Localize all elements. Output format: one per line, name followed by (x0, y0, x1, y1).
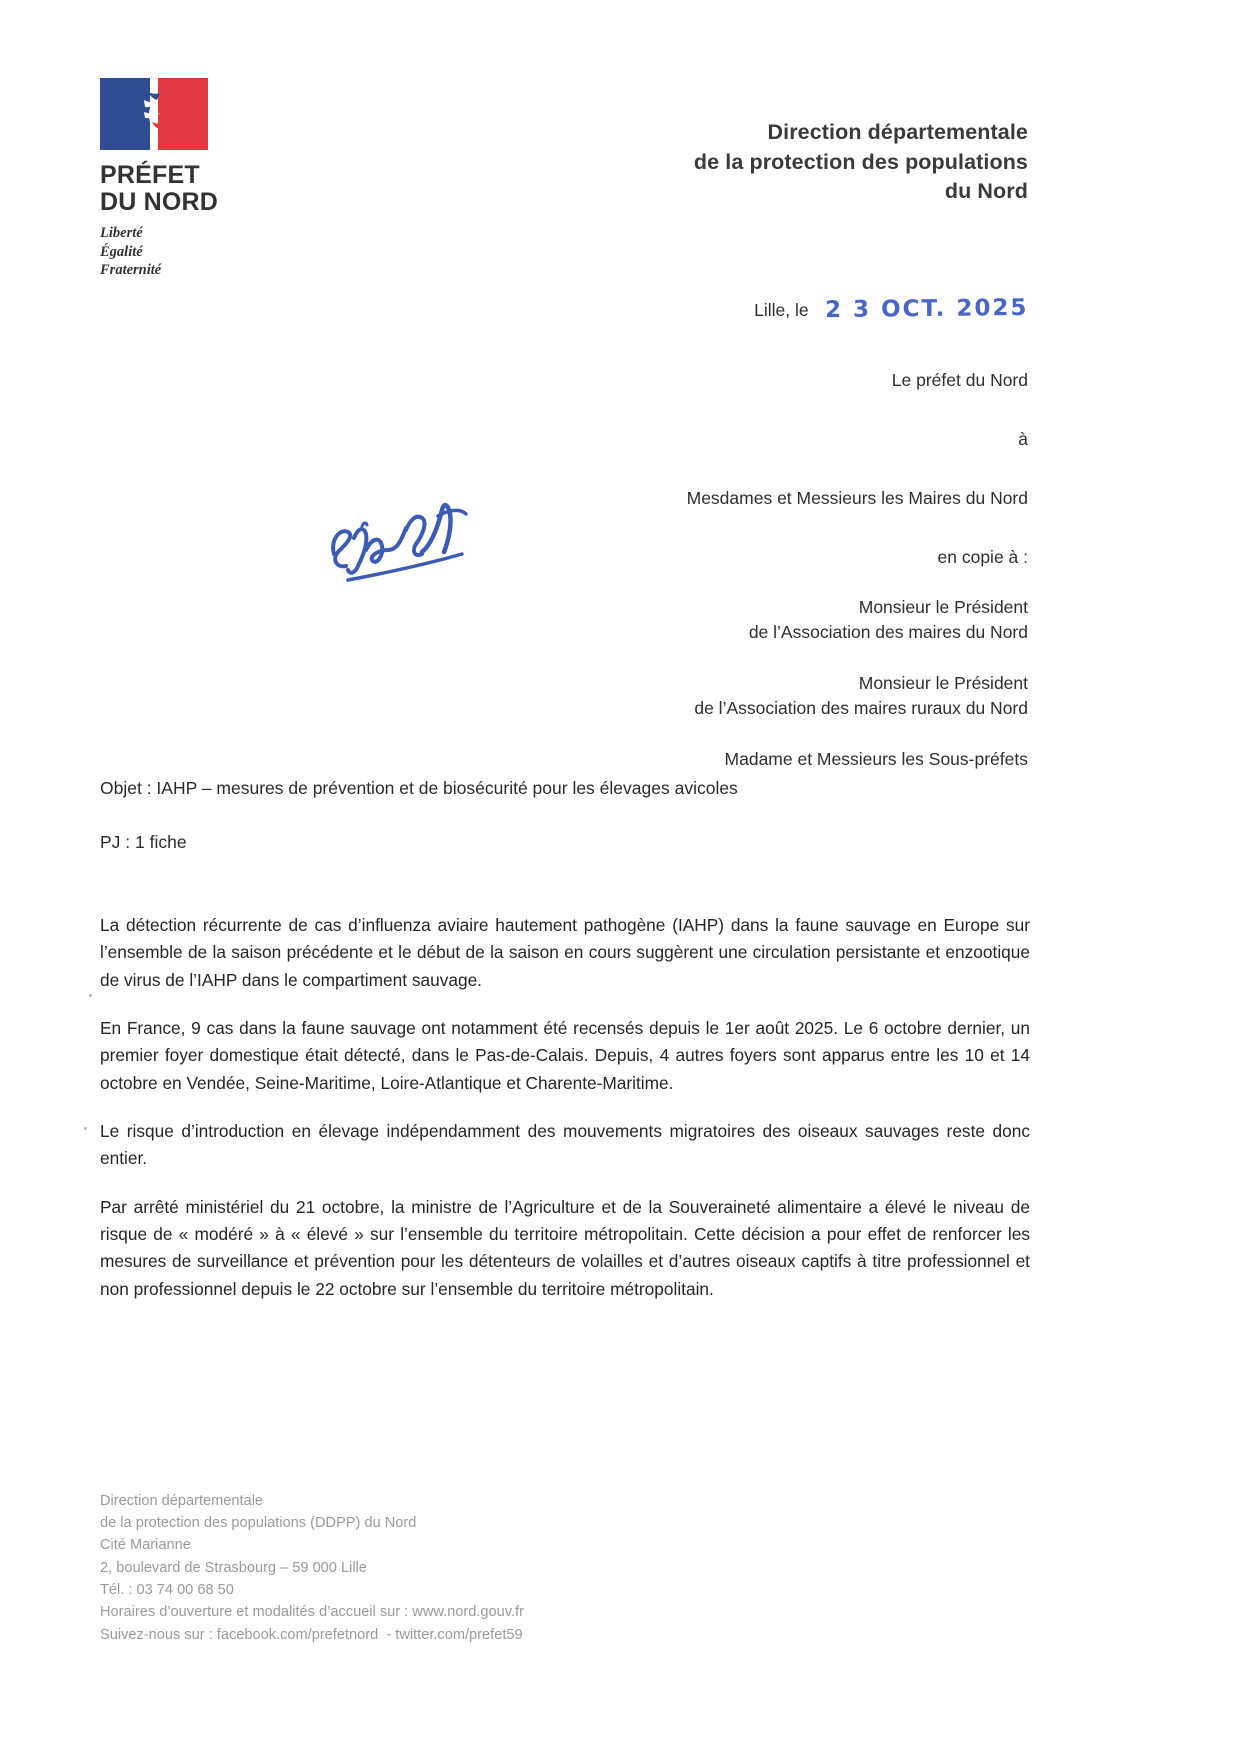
subject-block (100, 778, 738, 853)
addressee-block (328, 368, 1028, 772)
letterhead (0, 78, 1240, 279)
dateline-label: Lille, le (754, 300, 809, 320)
footer-address-block (100, 1490, 524, 1646)
logo-title-line1: PRÉFET (100, 161, 200, 189)
body-paragraph-1: La détection récurrente de cas d’influenza aviaire hautement pathogène (IAHP) dans la faune sauvage en Europe sur l’ensemble de la saison précédente et le début de la saison en cours suggèrent une circulation persistante et enzootique de virus de l’IAHP dans le compartiment sauvage. (100, 915, 1030, 990)
copy-addressee-1-line2: de l’Association des maires du Nord (748, 622, 1028, 643)
sender-line: Le préfet du Nord (891, 370, 1028, 390)
footer-line-5: Tél. : 03 74 00 68 50 (100, 1582, 234, 1599)
objet-line: Objet : IAHP – mesures de prévention et de biosécurité pour les élevages avicoles (100, 778, 738, 798)
footer-line-3: Cité Marianne (100, 1537, 191, 1554)
footer-line-1: Direction départementale (100, 1492, 264, 1509)
republic-motto (100, 224, 330, 280)
prefecture-logo (100, 78, 330, 280)
copy-addressee-1-line1: Monsieur le Président (858, 597, 1028, 618)
motto-liberte: Liberté (100, 225, 143, 241)
pj-line: PJ : 1 fiche (100, 832, 187, 852)
copy-addressee-2-line1: Monsieur le Président (858, 673, 1028, 694)
footer-line-4: 2, boulevard de Strasbourg – 59 000 Lille (100, 1559, 367, 1576)
copy-addressee-3: Madame et Messieurs les Sous-préfets (724, 748, 1028, 769)
department-title-line1: Direction départementale (767, 120, 1028, 144)
dateline (754, 296, 1028, 322)
date-stamp: 2 3 OCT. 2025 (824, 294, 1029, 324)
department-title-line2: de la protection des populations (693, 149, 1028, 174)
footer-line-2: de la protection des populations (DDPP) du Nord (100, 1515, 417, 1532)
copy-addressee-2-line2: de l’Association des maires ruraux du Nord (694, 697, 1028, 718)
footer-line-6: Horaires d’ouverture et modalités d’accueil sur : www.nord.gouv.fr (100, 1604, 524, 1621)
primary-addressee: Mesdames et Messieurs les Maires du Nord (686, 487, 1028, 508)
footer-line-7: Suivez-nous sur : facebook.com/prefetnord - twitter.com/prefet59 (100, 1626, 523, 1643)
body-paragraph-4: Par arrêté ministériel du 21 octobre, la ministre de l’Agriculture et de la Souveraineté alimentaire a élevé le niveau de risque de « modéré » à « élevé » sur l’ensemble du territoire métropolitain. Cette décision a pour effet de renforcer les mesures de surveillance et prévention pour les détenteurs de volailles et d’autres oiseaux captifs à titre professionnel et non professionnel depuis le 22 octobre sur l’ensemble du territoire métropolitain. (100, 1196, 1030, 1299)
scan-artifact (84, 1127, 87, 1130)
body-paragraph-2: En France, 9 cas dans la faune sauvage ont notamment été recensés depuis le 1er août 2025. Le 6 octobre dernier, un premier foyer domestique était détecté, dans le Pas-de-Calais. Depuis, 4 autres foyers sont apparus entre les 10 et 14 octobre en Vendée, Seine-Maritime, Loire-Atlantique et Charente-Maritime. (100, 1017, 1030, 1093)
logo-title (100, 162, 330, 215)
to-marker: à (1018, 428, 1028, 449)
french-flag-marianne-icon (100, 78, 208, 150)
body-paragraph-3: Le risque d’introduction en élevage indépendamment des mouvements migratoires des oiseaux sauvages reste donc entier. (100, 1120, 1030, 1169)
department-title-line3: du Nord (944, 179, 1028, 204)
motto-fraternite: Fraternité (100, 262, 162, 279)
letter-body (100, 912, 1030, 1303)
scan-artifact (89, 994, 92, 997)
logo-title-line2: DU NORD (100, 187, 219, 216)
copy-marker: en copie à : (937, 546, 1028, 567)
department-title (694, 118, 1028, 207)
motto-egalite: Égalité (100, 243, 143, 260)
